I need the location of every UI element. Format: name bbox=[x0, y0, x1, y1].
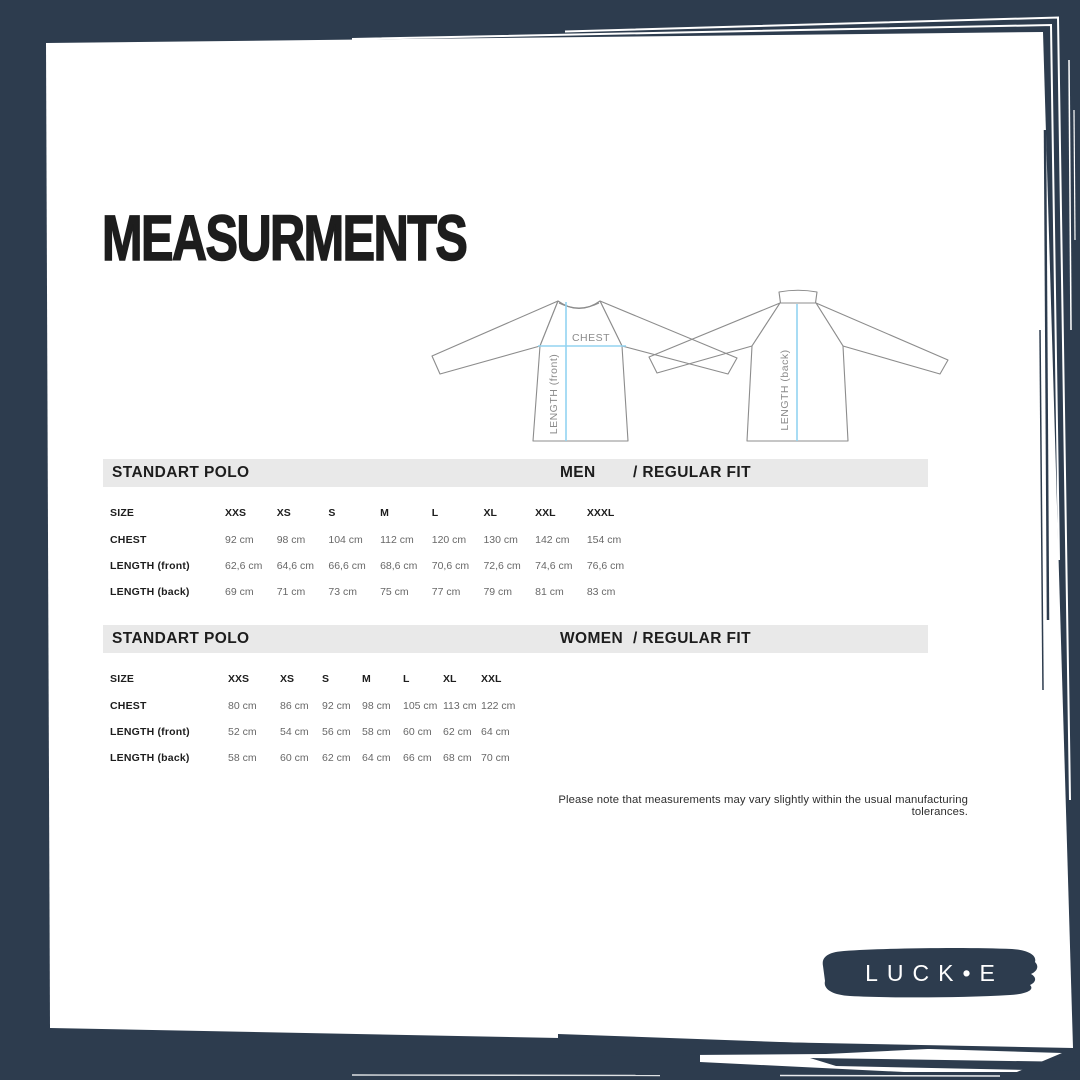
value-cell: 120 cm bbox=[431, 533, 467, 546]
value-cell: 54 cm bbox=[280, 725, 309, 738]
size-cell: XXXL bbox=[586, 507, 615, 520]
men-table-gender: MEN bbox=[560, 464, 596, 481]
value-cell: 68,6 cm bbox=[380, 559, 418, 572]
value-cell: 76,6 cm bbox=[586, 559, 625, 572]
men-table-name: STANDART POLO bbox=[112, 464, 250, 481]
garment-diagram bbox=[420, 283, 965, 451]
value-cell: 62 cm bbox=[443, 725, 472, 738]
value-cell: 130 cm bbox=[483, 533, 518, 546]
women-table-gender: WOMEN bbox=[560, 630, 624, 647]
row-header-chest: CHEST bbox=[110, 533, 147, 546]
value-cell: 81 cm bbox=[535, 586, 564, 599]
size-cell: XL bbox=[483, 507, 497, 520]
value-cell: 71 cm bbox=[276, 586, 306, 599]
size-cell: XXL bbox=[535, 507, 556, 520]
value-cell: 70 cm bbox=[481, 752, 510, 765]
row-header-length-front: LENGTH (front) bbox=[110, 559, 190, 572]
back-collar bbox=[779, 290, 817, 303]
value-cell: 66,6 cm bbox=[328, 559, 366, 572]
women-table-fit: / REGULAR FIT bbox=[633, 630, 751, 647]
value-cell: 92 cm bbox=[322, 699, 351, 712]
value-cell: 64,6 cm bbox=[276, 559, 315, 572]
value-cell: 69 cm bbox=[225, 586, 254, 599]
size-cell: XXS bbox=[225, 507, 247, 520]
men-table-header-bar bbox=[103, 459, 928, 487]
tolerance-note: Please note that measurements may vary slightly within the usual manufacturing tolerances. bbox=[558, 794, 968, 818]
women-length-front-row bbox=[110, 719, 750, 745]
value-cell: 64 cm bbox=[362, 752, 391, 765]
value-cell: 75 cm bbox=[380, 586, 409, 599]
brand-wordmark: LUCK•E bbox=[865, 959, 1004, 986]
size-cell: XL bbox=[443, 673, 457, 686]
value-cell: 73 cm bbox=[328, 586, 357, 599]
women-chest-row bbox=[110, 692, 750, 718]
value-cell: 142 cm bbox=[535, 533, 570, 546]
value-cell: 104 cm bbox=[328, 533, 363, 546]
value-cell: 112 cm bbox=[380, 533, 414, 546]
value-cell: 58 cm bbox=[228, 752, 257, 765]
men-size-table bbox=[110, 500, 750, 606]
row-header-length-back: LENGTH (back) bbox=[110, 586, 190, 599]
men-length-back-row bbox=[110, 579, 750, 605]
value-cell: 98 cm bbox=[276, 533, 306, 546]
size-cell: S bbox=[328, 507, 336, 520]
value-cell: 66 cm bbox=[403, 752, 432, 765]
value-cell: 56 cm bbox=[322, 725, 351, 738]
men-length-front-row bbox=[110, 553, 750, 579]
value-cell: 60 cm bbox=[403, 725, 432, 738]
value-cell: 70,6 cm bbox=[431, 559, 470, 572]
length-back-label: LENGTH (back) bbox=[779, 349, 791, 431]
size-cell: M bbox=[380, 507, 389, 520]
value-cell: 58 cm bbox=[362, 725, 391, 738]
value-cell: 62,6 cm bbox=[225, 559, 263, 572]
size-cell: M bbox=[362, 673, 371, 686]
value-cell: 105 cm bbox=[403, 699, 438, 712]
women-table-name: STANDART POLO bbox=[112, 630, 250, 647]
value-cell: 86 cm bbox=[280, 699, 309, 712]
value-cell: 72,6 cm bbox=[483, 559, 521, 572]
value-cell: 77 cm bbox=[431, 586, 461, 599]
size-cell: S bbox=[322, 673, 330, 686]
women-length-back-row bbox=[110, 745, 750, 771]
size-cell: XS bbox=[280, 673, 295, 686]
length-front-label: LENGTH (front) bbox=[548, 353, 560, 435]
size-cell: XXL bbox=[481, 673, 502, 686]
size-cell: L bbox=[403, 673, 410, 686]
value-cell: 113 cm bbox=[443, 699, 477, 712]
men-chest-row bbox=[110, 526, 750, 552]
value-cell: 68 cm bbox=[443, 752, 472, 765]
row-header-length-back: LENGTH (back) bbox=[110, 752, 190, 765]
women-table-header-bar bbox=[103, 625, 928, 653]
value-cell: 79 cm bbox=[483, 586, 513, 599]
value-cell: 154 cm bbox=[586, 533, 622, 546]
men-table-fit: / REGULAR FIT bbox=[633, 464, 751, 481]
size-cell: XXS bbox=[228, 673, 250, 686]
value-cell: 92 cm bbox=[225, 533, 254, 546]
row-header-chest: CHEST bbox=[110, 699, 147, 712]
page-title: MEASURMENTS bbox=[102, 202, 467, 274]
value-cell: 64 cm bbox=[481, 725, 510, 738]
women-size-row bbox=[110, 666, 750, 692]
value-cell: 83 cm bbox=[586, 586, 616, 599]
value-cell: 62 cm bbox=[322, 752, 351, 765]
value-cell: 60 cm bbox=[280, 752, 309, 765]
value-cell: 52 cm bbox=[228, 725, 257, 738]
row-header-size: SIZE bbox=[110, 507, 135, 520]
size-cell: XS bbox=[276, 507, 291, 520]
brand-logo bbox=[818, 946, 1042, 1000]
row-header-length-front: LENGTH (front) bbox=[110, 725, 190, 738]
row-header-size: SIZE bbox=[110, 673, 135, 686]
value-cell: 74,6 cm bbox=[535, 559, 573, 572]
women-size-table bbox=[110, 666, 750, 772]
size-cell: L bbox=[431, 507, 439, 520]
value-cell: 122 cm bbox=[481, 699, 516, 712]
chest-label: CHEST bbox=[571, 332, 611, 344]
value-cell: 98 cm bbox=[362, 699, 391, 712]
men-size-row bbox=[110, 500, 750, 526]
value-cell: 80 cm bbox=[228, 699, 257, 712]
